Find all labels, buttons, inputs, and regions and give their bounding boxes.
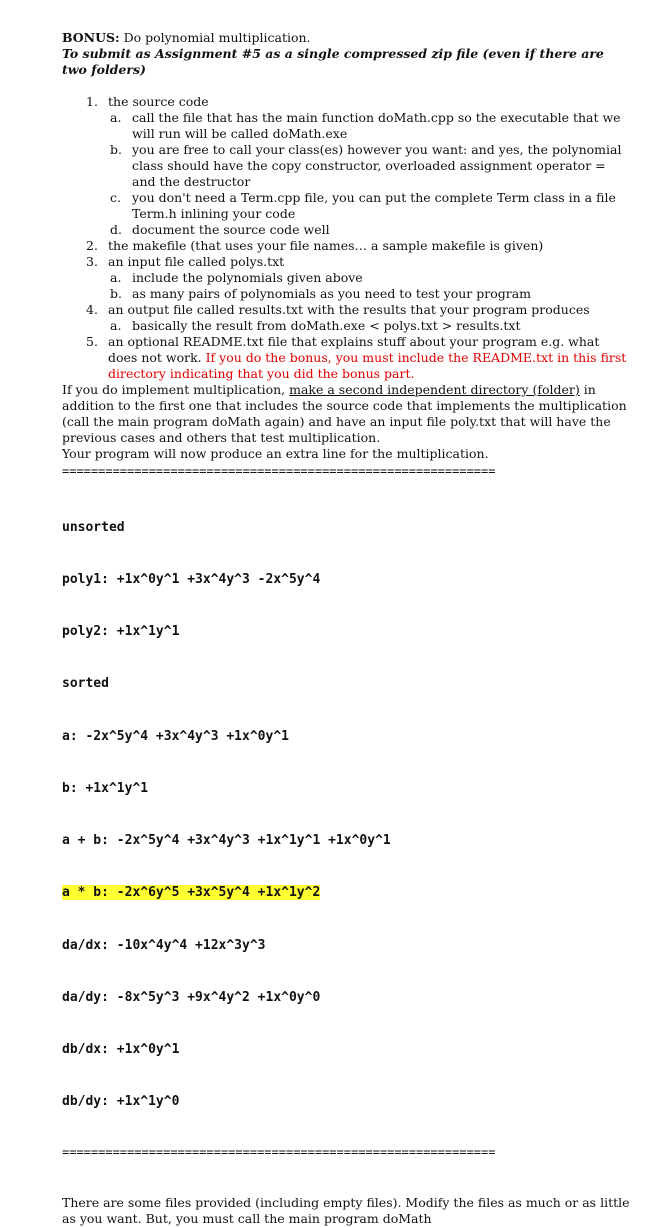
list-item: [62, 238, 632, 254]
bonus-readme-warning: If you do the bonus, you must include the README.txt in this first directory indicating that you did the bonus part.: [108, 350, 627, 381]
sub-list-item: [62, 190, 632, 222]
sub-list-text: include the polynomials given above: [132, 270, 363, 285]
output-line: a + b: -2x^5y^4 +3x^4y^3 +1x^1y^1 +1x^0y^1: [62, 833, 391, 849]
sub-list-text: you don't need a Term.cpp file, you can put the complete Term class in a file Term.h inlining your code: [132, 190, 616, 221]
extra-line-note: Your program will now produce an extra line for the multiplication.: [62, 446, 489, 461]
output-line: db/dy: +1x^1y^0: [62, 1094, 180, 1110]
output-line: da/dx: -10x^4y^4 +12x^3y^3: [62, 937, 266, 953]
sample-output: [62, 484, 632, 1145]
list-item-text: an optional README.txt file that explains stuff about your program e.g. what does not work.: [108, 334, 600, 365]
output-line: poly2: +1x^1y^1: [62, 624, 180, 640]
sub-list-text: you are free to call your class(es) however you want: and yes, the polynomial class should have the copy constructor, overloaded assignment operator = and the destructor: [132, 142, 622, 189]
list-item-text: the makefile (that uses your file names… a sample makefile is given): [108, 238, 544, 253]
sub-list-item: [62, 286, 632, 302]
separator-bottom: ============================================================: [62, 1145, 496, 1160]
list-item: [62, 94, 632, 238]
sub-list-letter: c.: [110, 190, 121, 205]
bonus-label: BONUS:: [62, 30, 120, 45]
sub-list-letter: b.: [110, 286, 122, 301]
submit-instructions: To submit as Assignment #5 as a single compressed zip file (even if there are two folders): [62, 46, 604, 77]
footer-note: There are some files provided (including empty files). Modify the files as much or as little as you want. But, you must call the main program doMath: [62, 1195, 630, 1227]
list-number: 2.: [86, 238, 98, 253]
output-line: db/dx: +1x^0y^1: [62, 1042, 180, 1057]
assignment-document: [62, 30, 632, 1227]
sub-list-item: [62, 270, 632, 286]
requirements-list: [62, 94, 632, 382]
highlighted-multiplication-line: a * b: -2x^6y^5 +3x^5y^4 +1x^1y^2: [62, 885, 321, 901]
sub-list-text: as many pairs of polynomials as you need to test your program: [132, 286, 532, 301]
bonus-heading: [62, 30, 632, 46]
paragraph-rest: in addition to the first one that includes the source code that implements the multiplication (call the main program doMath again) and have an input file poly.txt that will have the previous cases and others that test multiplication.: [62, 382, 627, 445]
list-item: [62, 254, 632, 302]
list-item-text: the source code: [108, 94, 209, 109]
second-directory-emphasis: make a second independent directory (folder): [289, 382, 580, 397]
output-line: b: +1x^1y^1: [62, 780, 149, 796]
list-item-text: an input file called polys.txt: [108, 254, 285, 269]
output-line: sorted: [62, 676, 109, 692]
sub-list-letter: a.: [110, 270, 122, 285]
output-line: a: -2x^5y^4 +3x^4y^3 +1x^0y^1: [62, 728, 289, 744]
sub-list-letter: d.: [110, 222, 122, 237]
list-number: 1.: [86, 94, 98, 109]
list-item: [62, 302, 632, 334]
output-line: poly1: +1x^0y^1 +3x^4y^3 -2x^5y^4: [62, 572, 321, 588]
sub-list-item: [62, 110, 632, 142]
sub-list-text: call the file that has the main function doMath.cpp so the executable that we will run will be called doMath.exe: [132, 110, 621, 141]
output-line: unsorted: [62, 519, 125, 535]
sub-list-letter: b.: [110, 142, 122, 157]
list-number: 5.: [86, 334, 98, 349]
paragraph-lead: If you do implement multiplication,: [62, 382, 290, 397]
separator-top: ============================================================: [62, 464, 496, 478]
sub-list-item: [62, 318, 632, 334]
list-number: 3.: [86, 254, 98, 269]
sub-list-text: document the source code well: [132, 222, 330, 237]
list-number: 4.: [86, 302, 98, 317]
list-item-text: an output file called results.txt with the results that your program produces: [108, 302, 590, 317]
list-item: [62, 334, 632, 382]
sub-list-text: basically the result from doMath.exe < polys.txt > results.txt: [132, 318, 521, 333]
multiplication-paragraph: [62, 382, 632, 446]
output-line: da/dy: -8x^5y^3 +9x^4y^2 +1x^0y^0: [62, 989, 321, 1005]
sub-list-item: [62, 142, 632, 190]
sub-list-letter: a.: [110, 318, 122, 333]
sub-list-letter: a.: [110, 110, 122, 125]
bonus-text: Do polynomial multiplication.: [119, 30, 311, 45]
sub-list-item: [62, 222, 632, 238]
